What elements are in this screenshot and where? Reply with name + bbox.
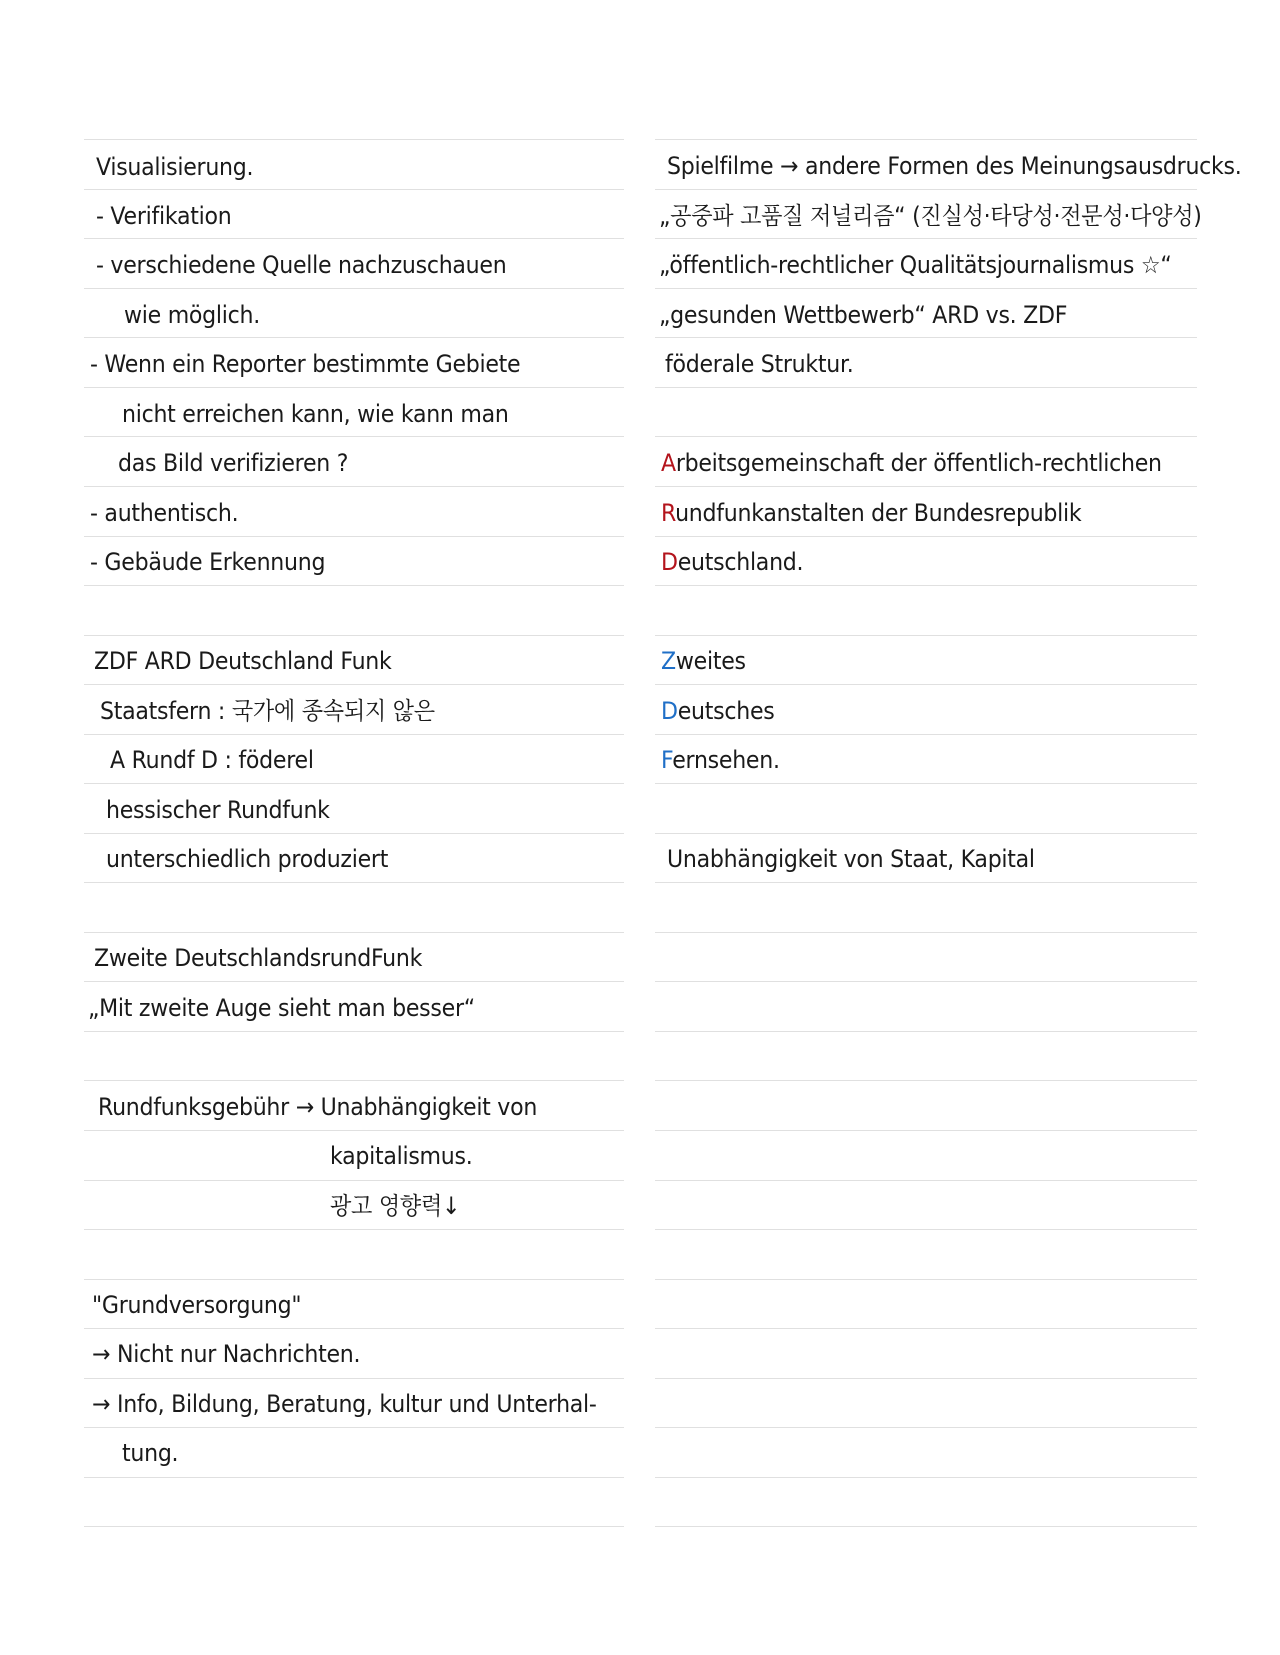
ruled-line bbox=[84, 1229, 624, 1230]
ruled-line bbox=[84, 1378, 624, 1379]
ruled-line bbox=[655, 734, 1197, 735]
ruled-line bbox=[655, 1328, 1197, 1329]
ruled-line bbox=[655, 337, 1197, 338]
ruled-line bbox=[655, 585, 1197, 586]
note-quote: „공중파 고품질 저널리즘“ (진실성·타당성·전문성·다양성) bbox=[659, 202, 1202, 230]
ruled-line bbox=[655, 288, 1197, 289]
ruled-line bbox=[655, 1279, 1197, 1280]
note-heading: ZDF ARD Deutschland Funk bbox=[94, 647, 392, 675]
note-line: unterschiedlich produziert bbox=[106, 845, 389, 873]
acronym-line bbox=[661, 448, 1162, 478]
ruled-line bbox=[655, 536, 1197, 537]
note-line: nicht erreichen kann, wie kann man bbox=[122, 400, 509, 428]
note-line: - Verifikation bbox=[96, 202, 232, 230]
note-line: - verschiedene Quelle nachzuschauen bbox=[96, 251, 507, 279]
note-quote: „Mit zweite Auge sieht man besser“ bbox=[88, 994, 475, 1022]
ruled-line bbox=[84, 1328, 624, 1329]
ruled-line bbox=[84, 1427, 624, 1428]
ruled-line bbox=[655, 783, 1197, 784]
note-quote: „öffentlich-rechtlicher Qualitätsjournalismus ☆“ bbox=[659, 251, 1172, 279]
ruled-line bbox=[84, 337, 624, 338]
ruled-line bbox=[655, 1130, 1197, 1131]
acronym-line bbox=[661, 547, 803, 577]
ruled-line bbox=[84, 1130, 624, 1131]
ruled-line bbox=[655, 833, 1197, 834]
ruled-line bbox=[84, 436, 624, 437]
acronym-initial: R bbox=[661, 499, 676, 527]
ruled-line bbox=[84, 536, 624, 537]
ruled-line bbox=[84, 833, 624, 834]
ruled-line bbox=[84, 1080, 624, 1081]
ruled-line bbox=[655, 1180, 1197, 1181]
ruled-line bbox=[655, 486, 1197, 487]
note-line: hessischer Rundfunk bbox=[106, 796, 330, 824]
acronym-line bbox=[661, 696, 774, 726]
acronym-line bbox=[661, 646, 746, 676]
ruled-line bbox=[655, 1229, 1197, 1230]
acronym-rest: eutsches bbox=[677, 697, 775, 725]
ruled-line bbox=[655, 1427, 1197, 1428]
ruled-line bbox=[655, 1477, 1197, 1478]
acronym-initial: A bbox=[661, 449, 676, 477]
note-heading: "Grundversorgung" bbox=[92, 1291, 302, 1319]
ruled-line bbox=[84, 882, 624, 883]
ruled-line bbox=[655, 189, 1197, 190]
note-line: wie möglich. bbox=[124, 301, 260, 329]
ruled-line bbox=[84, 189, 624, 190]
acronym-initial: D bbox=[661, 697, 678, 725]
note-line: - Wenn ein Reporter bestimmte Gebiete bbox=[90, 350, 521, 378]
note-line: - Gebäude Erkennung bbox=[90, 548, 326, 576]
ruled-line bbox=[655, 882, 1197, 883]
note-line: das Bild verifizieren ? bbox=[118, 449, 349, 477]
ruled-line bbox=[84, 486, 624, 487]
ruled-line bbox=[84, 238, 624, 239]
ruled-line bbox=[655, 436, 1197, 437]
note-line: → Info, Bildung, Beratung, kultur und Unterhal- bbox=[92, 1390, 597, 1418]
ruled-line bbox=[655, 1031, 1197, 1032]
note-line: - authentisch. bbox=[90, 499, 239, 527]
ruled-line bbox=[84, 1526, 624, 1527]
acronym-rest: rbeitsgemeinschaft der öffentlich-rechtlichen bbox=[675, 449, 1162, 477]
acronym-rest: eutschland. bbox=[677, 548, 804, 576]
note-quote: „gesunden Wettbewerb“ ARD vs. ZDF bbox=[659, 301, 1068, 329]
ruled-line bbox=[655, 1378, 1197, 1379]
ruled-line bbox=[84, 684, 624, 685]
note-line: Rundfunksgebühr → Unabhängigkeit von bbox=[98, 1093, 538, 1121]
note-line: Staatsfern : 국가에 종속되지 않은 bbox=[100, 697, 435, 725]
ruled-line bbox=[655, 684, 1197, 685]
ruled-line bbox=[84, 585, 624, 586]
note-line: A Rundf D : föderel bbox=[110, 746, 314, 774]
note-line: Unabhängigkeit von Staat, Kapital bbox=[667, 845, 1035, 873]
note-line: föderale Struktur. bbox=[665, 350, 854, 378]
ruled-line bbox=[655, 1080, 1197, 1081]
acronym-initial: Z bbox=[661, 647, 676, 675]
ruled-line bbox=[84, 1180, 624, 1181]
note-line: kapitalismus. bbox=[330, 1142, 473, 1170]
ruled-line bbox=[84, 288, 624, 289]
ruled-line bbox=[655, 238, 1197, 239]
ruled-line bbox=[84, 1477, 624, 1478]
note-line: 광고 영향력↓ bbox=[330, 1192, 461, 1220]
note-line: tung. bbox=[122, 1439, 179, 1467]
ruled-line bbox=[655, 635, 1197, 636]
acronym-rest: undfunkanstalten der Bundesrepublik bbox=[675, 499, 1082, 527]
ruled-line bbox=[84, 139, 624, 140]
acronym-initial: F bbox=[661, 746, 673, 774]
ruled-line bbox=[84, 1279, 624, 1280]
note-line: → Nicht nur Nachrichten. bbox=[92, 1340, 361, 1368]
ruled-line bbox=[84, 387, 624, 388]
acronym-line bbox=[661, 498, 1081, 528]
ruled-line bbox=[655, 981, 1197, 982]
ruled-line bbox=[84, 635, 624, 636]
acronym-line bbox=[661, 745, 780, 775]
ruled-line bbox=[84, 783, 624, 784]
ruled-line bbox=[84, 1031, 624, 1032]
note-heading: Zweite DeutschlandsrundFunk bbox=[94, 944, 423, 972]
acronym-initial: D bbox=[661, 548, 678, 576]
ruled-line bbox=[84, 932, 624, 933]
acronym-rest: ernsehen. bbox=[672, 746, 780, 774]
ruled-line bbox=[655, 1526, 1197, 1527]
ruled-line bbox=[84, 734, 624, 735]
ruled-line bbox=[655, 932, 1197, 933]
ruled-line bbox=[655, 139, 1197, 140]
note-heading: Visualisierung. bbox=[96, 153, 254, 181]
acronym-rest: weites bbox=[675, 647, 746, 675]
ruled-line bbox=[84, 981, 624, 982]
ruled-line bbox=[655, 387, 1197, 388]
note-line: Spielfilme → andere Formen des Meinungsausdrucks. bbox=[667, 152, 1242, 180]
